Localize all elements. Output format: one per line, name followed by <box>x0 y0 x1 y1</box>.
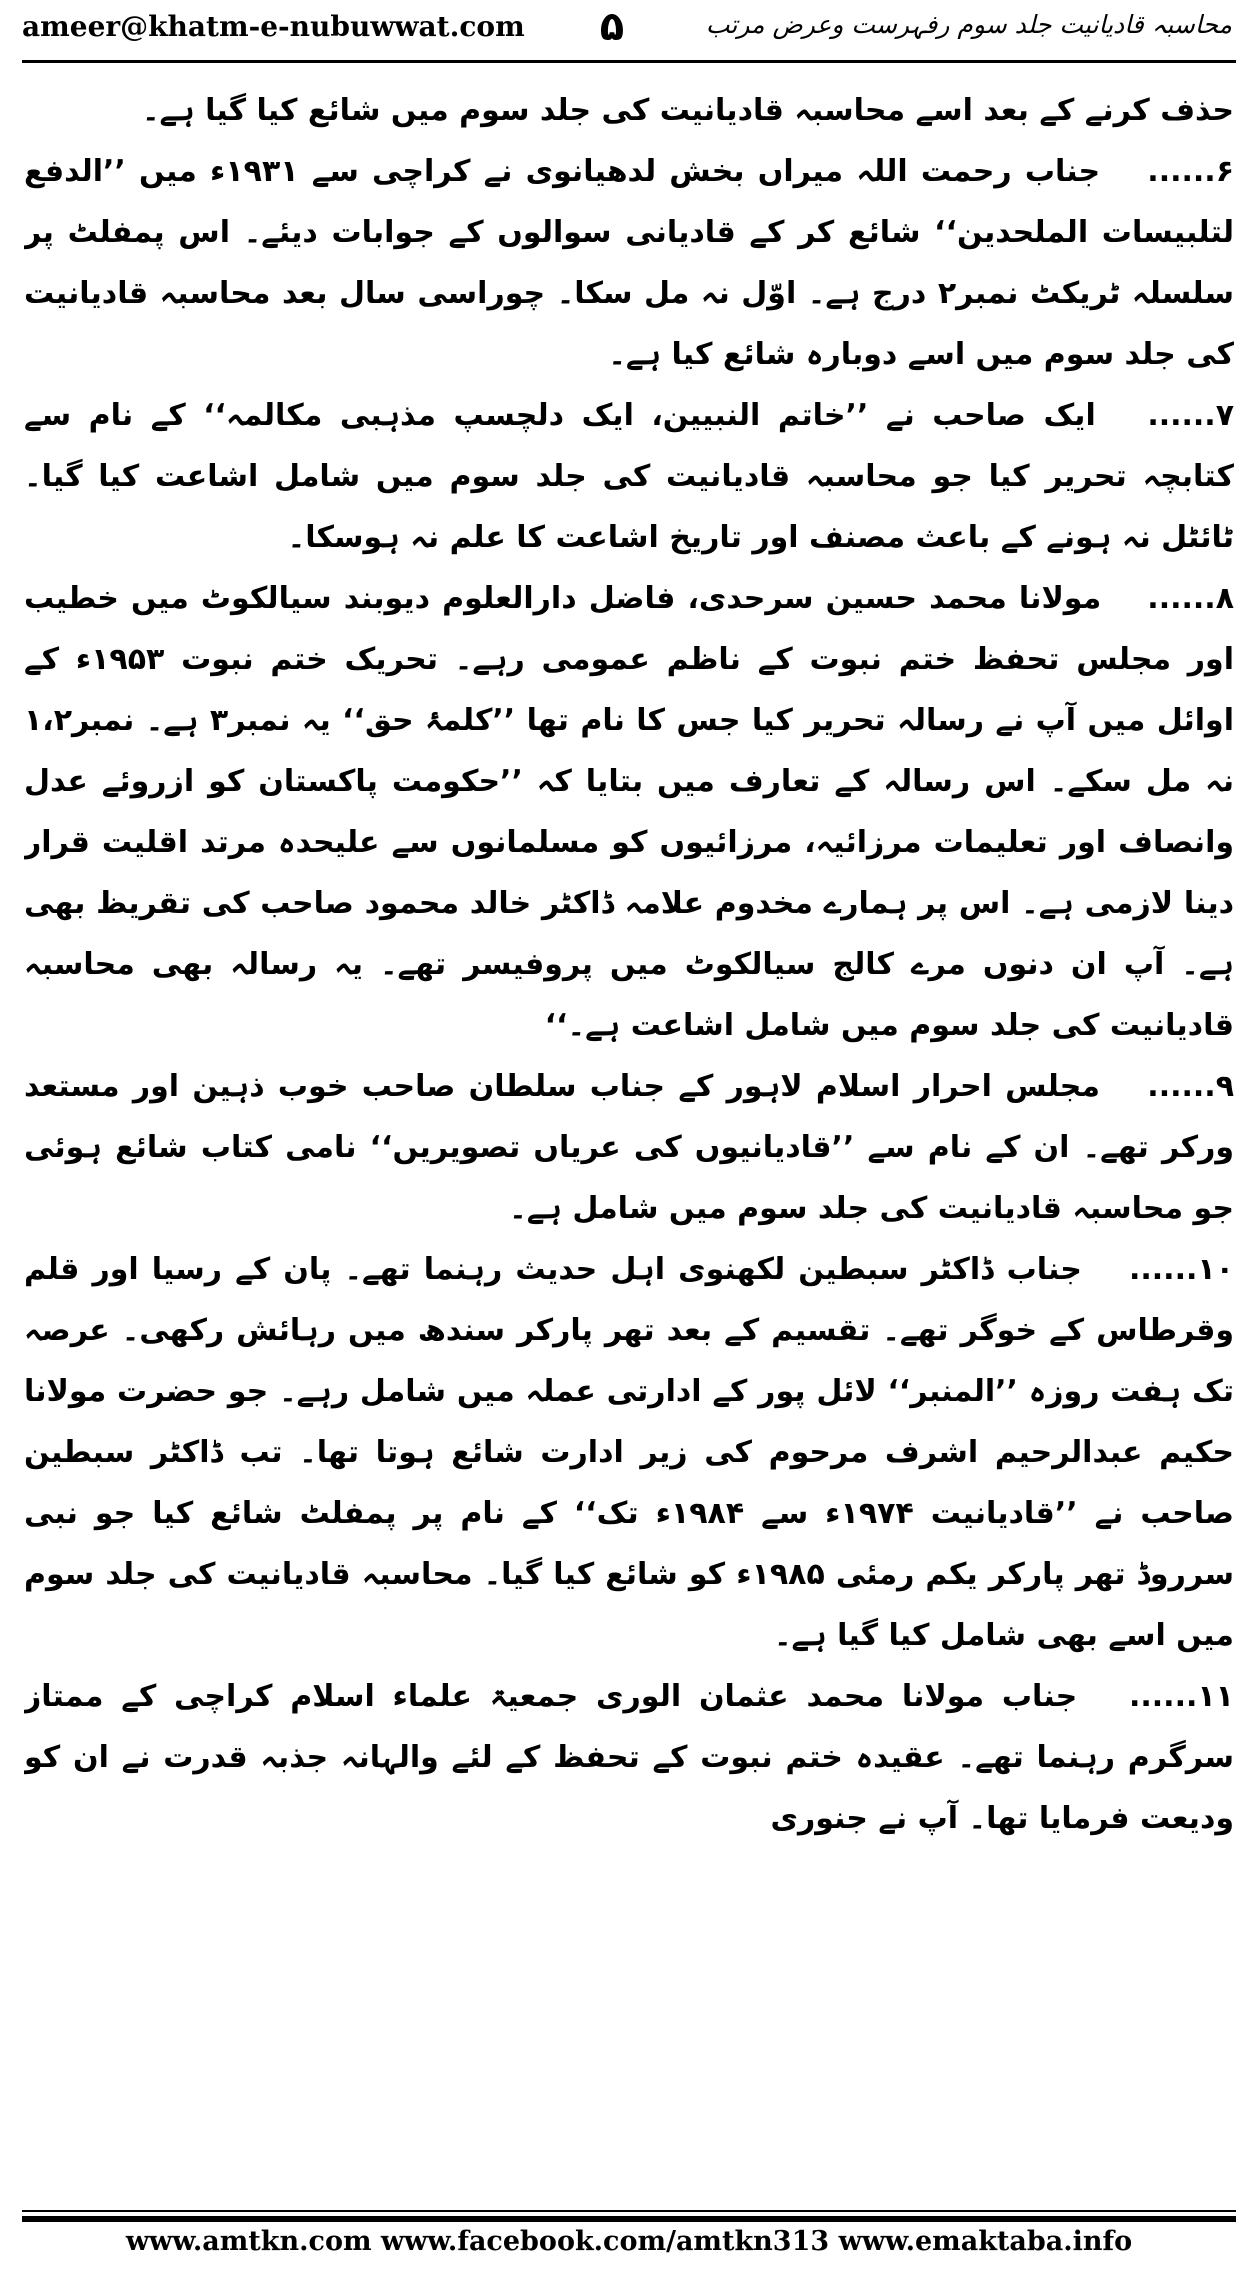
paragraph-text: جناب ڈاکٹر سبطین لکھنوی اہل حدیث رہنما تھے۔ پان کے رسیا اور قلم وقرطاس کے خوگر تھے۔ تقسیم کے بعد تھر پارکر سندھ میں رہائش رکھی۔ عرصہ تک ہفت روزہ ’’المنبر‘‘ لائل پور کے ادارتی عملہ میں شامل رہے۔ جو حضرت مولانا حکیم عبدالرحیم اشرف مرحوم کی زیر ادارت شائع ہوتا تھا۔ تب ڈاکٹر سبطین صاحب نے ’’قادیانیت ۱۹۷۴ء سے ۱۹۸۴ء تک‘‘ کے نام پر پمفلٹ شائع کیا جو نبی سرروڈ تھر پارکر یکم رمئی ۱۹۸۵ء کو شائع کیا گیا۔ محاسبہ قادیانیت کی جلد سوم میں اسے بھی شامل کیا گیا ہے۔ <box>24 1252 1234 1653</box>
footer-rule-thin <box>22 2210 1236 2212</box>
paragraph-text: جناب مولانا محمد عثمان الوری جمعیۃ علماء اسلام کراچی کے ممتاز سرگرم رہنما تھے۔ عقیدہ ختم نبوت کے تحفظ کے لئے والہانہ جذبہ قدرت نے ان کو ودیعت فرمایا تھا۔ آپ نے جنوری <box>24 1679 1234 1836</box>
item-number: ۹...... <box>1147 1069 1234 1104</box>
item-number: ۶...... <box>1147 154 1234 189</box>
item-number: ۸...... <box>1147 581 1234 616</box>
page-number: ۵ <box>599 4 625 50</box>
article-body <box>24 80 1234 2160</box>
paragraph-continuation <box>24 80 1234 141</box>
paragraph-item-6 <box>24 141 1234 385</box>
item-number: ۱۰...... <box>1128 1252 1234 1287</box>
paragraph-item-9 <box>24 1056 1234 1239</box>
item-number: ۷...... <box>1147 398 1234 433</box>
paragraph-text: حذف کرنے کے بعد اسے محاسبہ قادیانیت کی جلد سوم میں شائع کیا گیا ہے۔ <box>141 93 1234 128</box>
footer-rule-thick <box>22 2216 1236 2222</box>
paragraph-item-11 <box>24 1666 1234 1849</box>
paragraph-text: مجلس احرار اسلام لاہور کے جناب سلطان صاحب خوب ذہین اور مستعد ورکر تھے۔ ان کے نام سے ’’قادیانیوں کی عریاں تصویریں‘‘ نامی کتاب شائع ہوئی جو محاسبہ قادیانیت کی جلد سوم میں شامل ہے۔ <box>24 1069 1234 1226</box>
footer-links[interactable]: www.amtkn.com www.facebook.com/amtkn313 www.emaktaba.info <box>125 2226 1133 2257</box>
paragraph-item-7 <box>24 385 1234 568</box>
paragraph-text: جناب رحمت اللہ میراں بخش لدھیانوی نے کراچی سے ۱۹۳۱ء میں ’’الدفع لتلبیسات الملحدین‘‘ شائع کر کے قادیانی سوالوں کے جوابات دیئے۔ اس پمفلٹ پر سلسلہ ٹریکٹ نمبر۲ درج ہے۔ اوّل نہ مل سکا۔ چوراسی سال بعد محاسبہ قادیانیت کی جلد سوم میں اسے دوبارہ شائع کیا ہے۔ <box>24 154 1234 372</box>
paragraph-text: مولانا محمد حسین سرحدی، فاضل دارالعلوم دیوبند سیالکوٹ میں خطیب اور مجلس تحفظ ختم نبوت کے ناظم عمومی رہے۔ تحریک ختم نبوت ۱۹۵۳ء کے اوائل میں آپ نے رسالہ تحریر کیا جس کا نام تھا ’’کلمۂ حق‘‘ یہ نمبر۳ ہے۔ نمبر۱،۲ نہ مل سکے۔ اس رسالہ کے تعارف میں بتایا کہ ’’حکومت پاکستان کو ازروئے عدل وانصاف اور تعلیمات مرزائیہ، مرزائیوں کو مسلمانوں سے علیحدہ مرتد اقلیت قرار دینا لازمی ہے۔ اس پر ہمارے مخدوم علامہ ڈاکٹر خالد محمود صاحب کی تقریظ بھی ہے۔ آپ ان دنوں مرے کالج سیالکوٹ میں پروفیسر تھے۔ یہ رسالہ بھی محاسبہ قادیانیت کی جلد سوم میں شامل اشاعت ہے۔‘‘ <box>24 581 1234 1043</box>
paragraph-item-10 <box>24 1239 1234 1666</box>
running-title: محاسبہ قادیانیت جلد سوم رفہرست وعرض مرتب <box>705 10 1232 39</box>
header-email[interactable]: ameer@khatm-e-nubuwwat.com <box>22 10 525 43</box>
paragraph-item-8 <box>24 568 1234 1056</box>
header-rule <box>22 60 1236 63</box>
item-number: ۱۱...... <box>1128 1679 1234 1714</box>
page-header <box>0 0 1258 60</box>
paragraph-text: ایک صاحب نے ’’خاتم النبیین، ایک دلچسپ مذہبی مکالمہ‘‘ کے نام سے کتابچہ تحریر کیا جو محاسبہ قادیانیت کی جلد سوم میں شامل اشاعت کیا گیا۔ ٹائٹل نہ ہونے کے باعث مصنف اور تاریخ اشاعت کا علم نہ ہوسکا۔ <box>24 398 1234 555</box>
